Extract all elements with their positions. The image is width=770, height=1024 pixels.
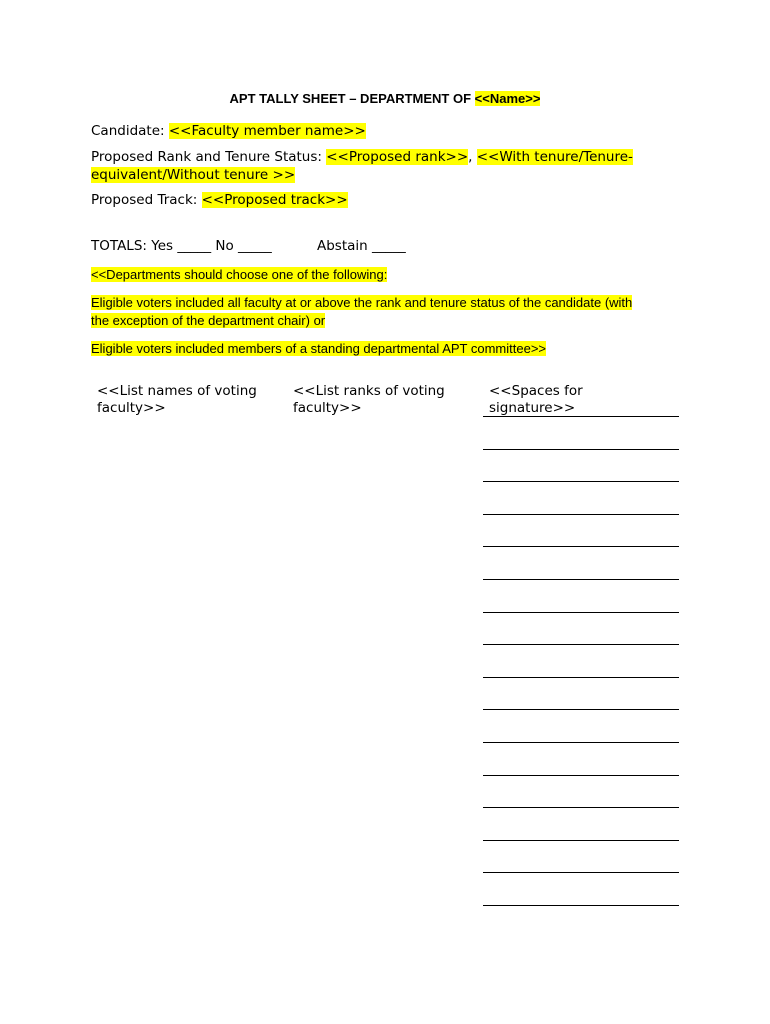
option-1-line2: the exception of the department chair) or (91, 313, 326, 328)
signature-line (483, 579, 679, 580)
tenure-placeholder-line1: <<With tenure/Tenure- (476, 149, 633, 165)
track-label: Proposed Track: (91, 192, 202, 208)
column-ranks-line2: faculty>> (293, 400, 362, 416)
signature-line (483, 709, 679, 710)
track-line (91, 191, 348, 209)
option-1-line1: Eligible voters included all faculty at or above the rank and tenure status of the candidate (with (91, 295, 633, 310)
column-ranks-line1: <<List ranks of voting (293, 383, 445, 399)
rank-label: Proposed Rank and Tenure Status: (91, 149, 327, 165)
totals-yes-no: TOTALS: Yes _____ No _____ (91, 238, 272, 254)
option-1 (91, 294, 691, 330)
signature-line (483, 905, 679, 906)
candidate-line (91, 122, 366, 140)
options-intro (91, 266, 691, 284)
column-signature-line2: signature>> (489, 400, 576, 416)
track-placeholder: <<Proposed track>> (201, 192, 348, 208)
column-signature-line1: <<Spaces for (489, 383, 583, 399)
signature-line (483, 872, 679, 873)
candidate-label: Candidate: (91, 123, 169, 139)
signature-line (483, 481, 679, 482)
signature-line (483, 416, 679, 417)
rank-line-2 (91, 166, 295, 184)
column-names-header (97, 383, 257, 417)
column-names-line1: <<List names of voting (97, 383, 257, 399)
signature-line (483, 775, 679, 776)
option-2 (91, 340, 691, 358)
page-title (0, 91, 770, 106)
option-2-text: Eligible voters included members of a standing departmental APT committee>> (91, 341, 546, 356)
signature-line (483, 612, 679, 613)
rank-placeholder: <<Proposed rank>> (326, 149, 469, 165)
department-name-placeholder: <<Name>> (474, 91, 541, 106)
options-intro-text: <<Departments should choose one of the following: (91, 267, 388, 282)
column-ranks-header (293, 383, 445, 417)
signature-line (483, 840, 679, 841)
column-names-line2: faculty>> (97, 400, 166, 416)
totals-abstain: Abstain _____ (317, 238, 406, 254)
rank-separator: , (468, 149, 477, 165)
signature-line (483, 807, 679, 808)
signature-line (483, 742, 679, 743)
signature-line (483, 644, 679, 645)
rank-line (91, 148, 633, 166)
signature-line (483, 449, 679, 450)
signature-line (483, 514, 679, 515)
signature-line (483, 546, 679, 547)
candidate-placeholder: <<Faculty member name>> (168, 123, 366, 139)
column-signature-header (489, 383, 583, 417)
totals-line (91, 237, 272, 255)
signature-line (483, 677, 679, 678)
tenure-placeholder-line2: equivalent/Without tenure >> (91, 167, 296, 183)
title-prefix: APT TALLY SHEET – DEPARTMENT OF (229, 91, 475, 106)
